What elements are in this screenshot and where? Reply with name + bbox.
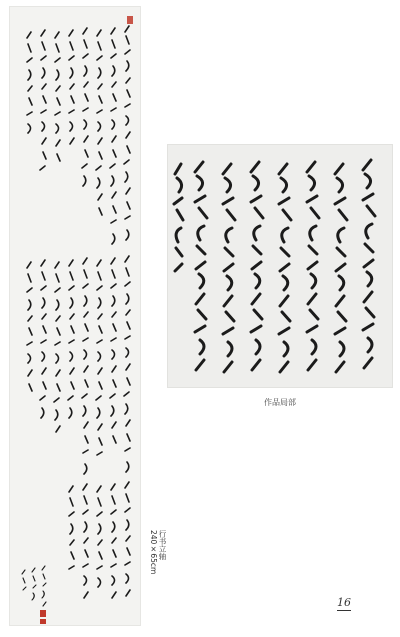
detail-column-5 — [251, 162, 263, 370]
scroll-signature-inscription — [22, 566, 46, 606]
detail-caption: 作品局部 — [264, 398, 296, 407]
calligraphy-scroll-image — [9, 6, 141, 626]
scroll-column-8 — [27, 32, 32, 133]
detail-column-4 — [279, 164, 291, 372]
scroll-calligraphy-svg — [9, 6, 141, 626]
scroll-lower-block — [69, 482, 130, 598]
detail-column-8 — [174, 164, 183, 271]
seal-stamp-top — [127, 16, 133, 24]
page-number: 16 — [337, 596, 351, 609]
detail-column-3 — [307, 162, 319, 370]
scroll-column-1 — [124, 26, 130, 240]
detail-column-7 — [195, 162, 207, 370]
scroll-column-4 — [82, 28, 88, 186]
scroll-column-2 — [110, 28, 116, 244]
scroll-column-3 — [96, 30, 102, 215]
seal-stamp-1 — [40, 610, 46, 617]
seal-stamp-2 — [40, 619, 46, 624]
work-caption-size: 240×65cm — [149, 530, 158, 575]
work-caption — [149, 530, 167, 574]
detail-column-1 — [363, 160, 375, 368]
detail-calligraphy-svg — [167, 144, 393, 388]
scroll-column-6 — [55, 32, 60, 161]
scroll-text-columns — [22, 26, 130, 606]
scroll-middle-block — [27, 256, 130, 474]
detail-image — [167, 144, 393, 388]
scroll-column-7 — [40, 30, 46, 170]
detail-column-6 — [223, 164, 235, 372]
scroll-column-5 — [69, 30, 74, 144]
detail-column-2 — [335, 164, 347, 372]
work-caption-title: 行书立轴 — [158, 530, 167, 560]
